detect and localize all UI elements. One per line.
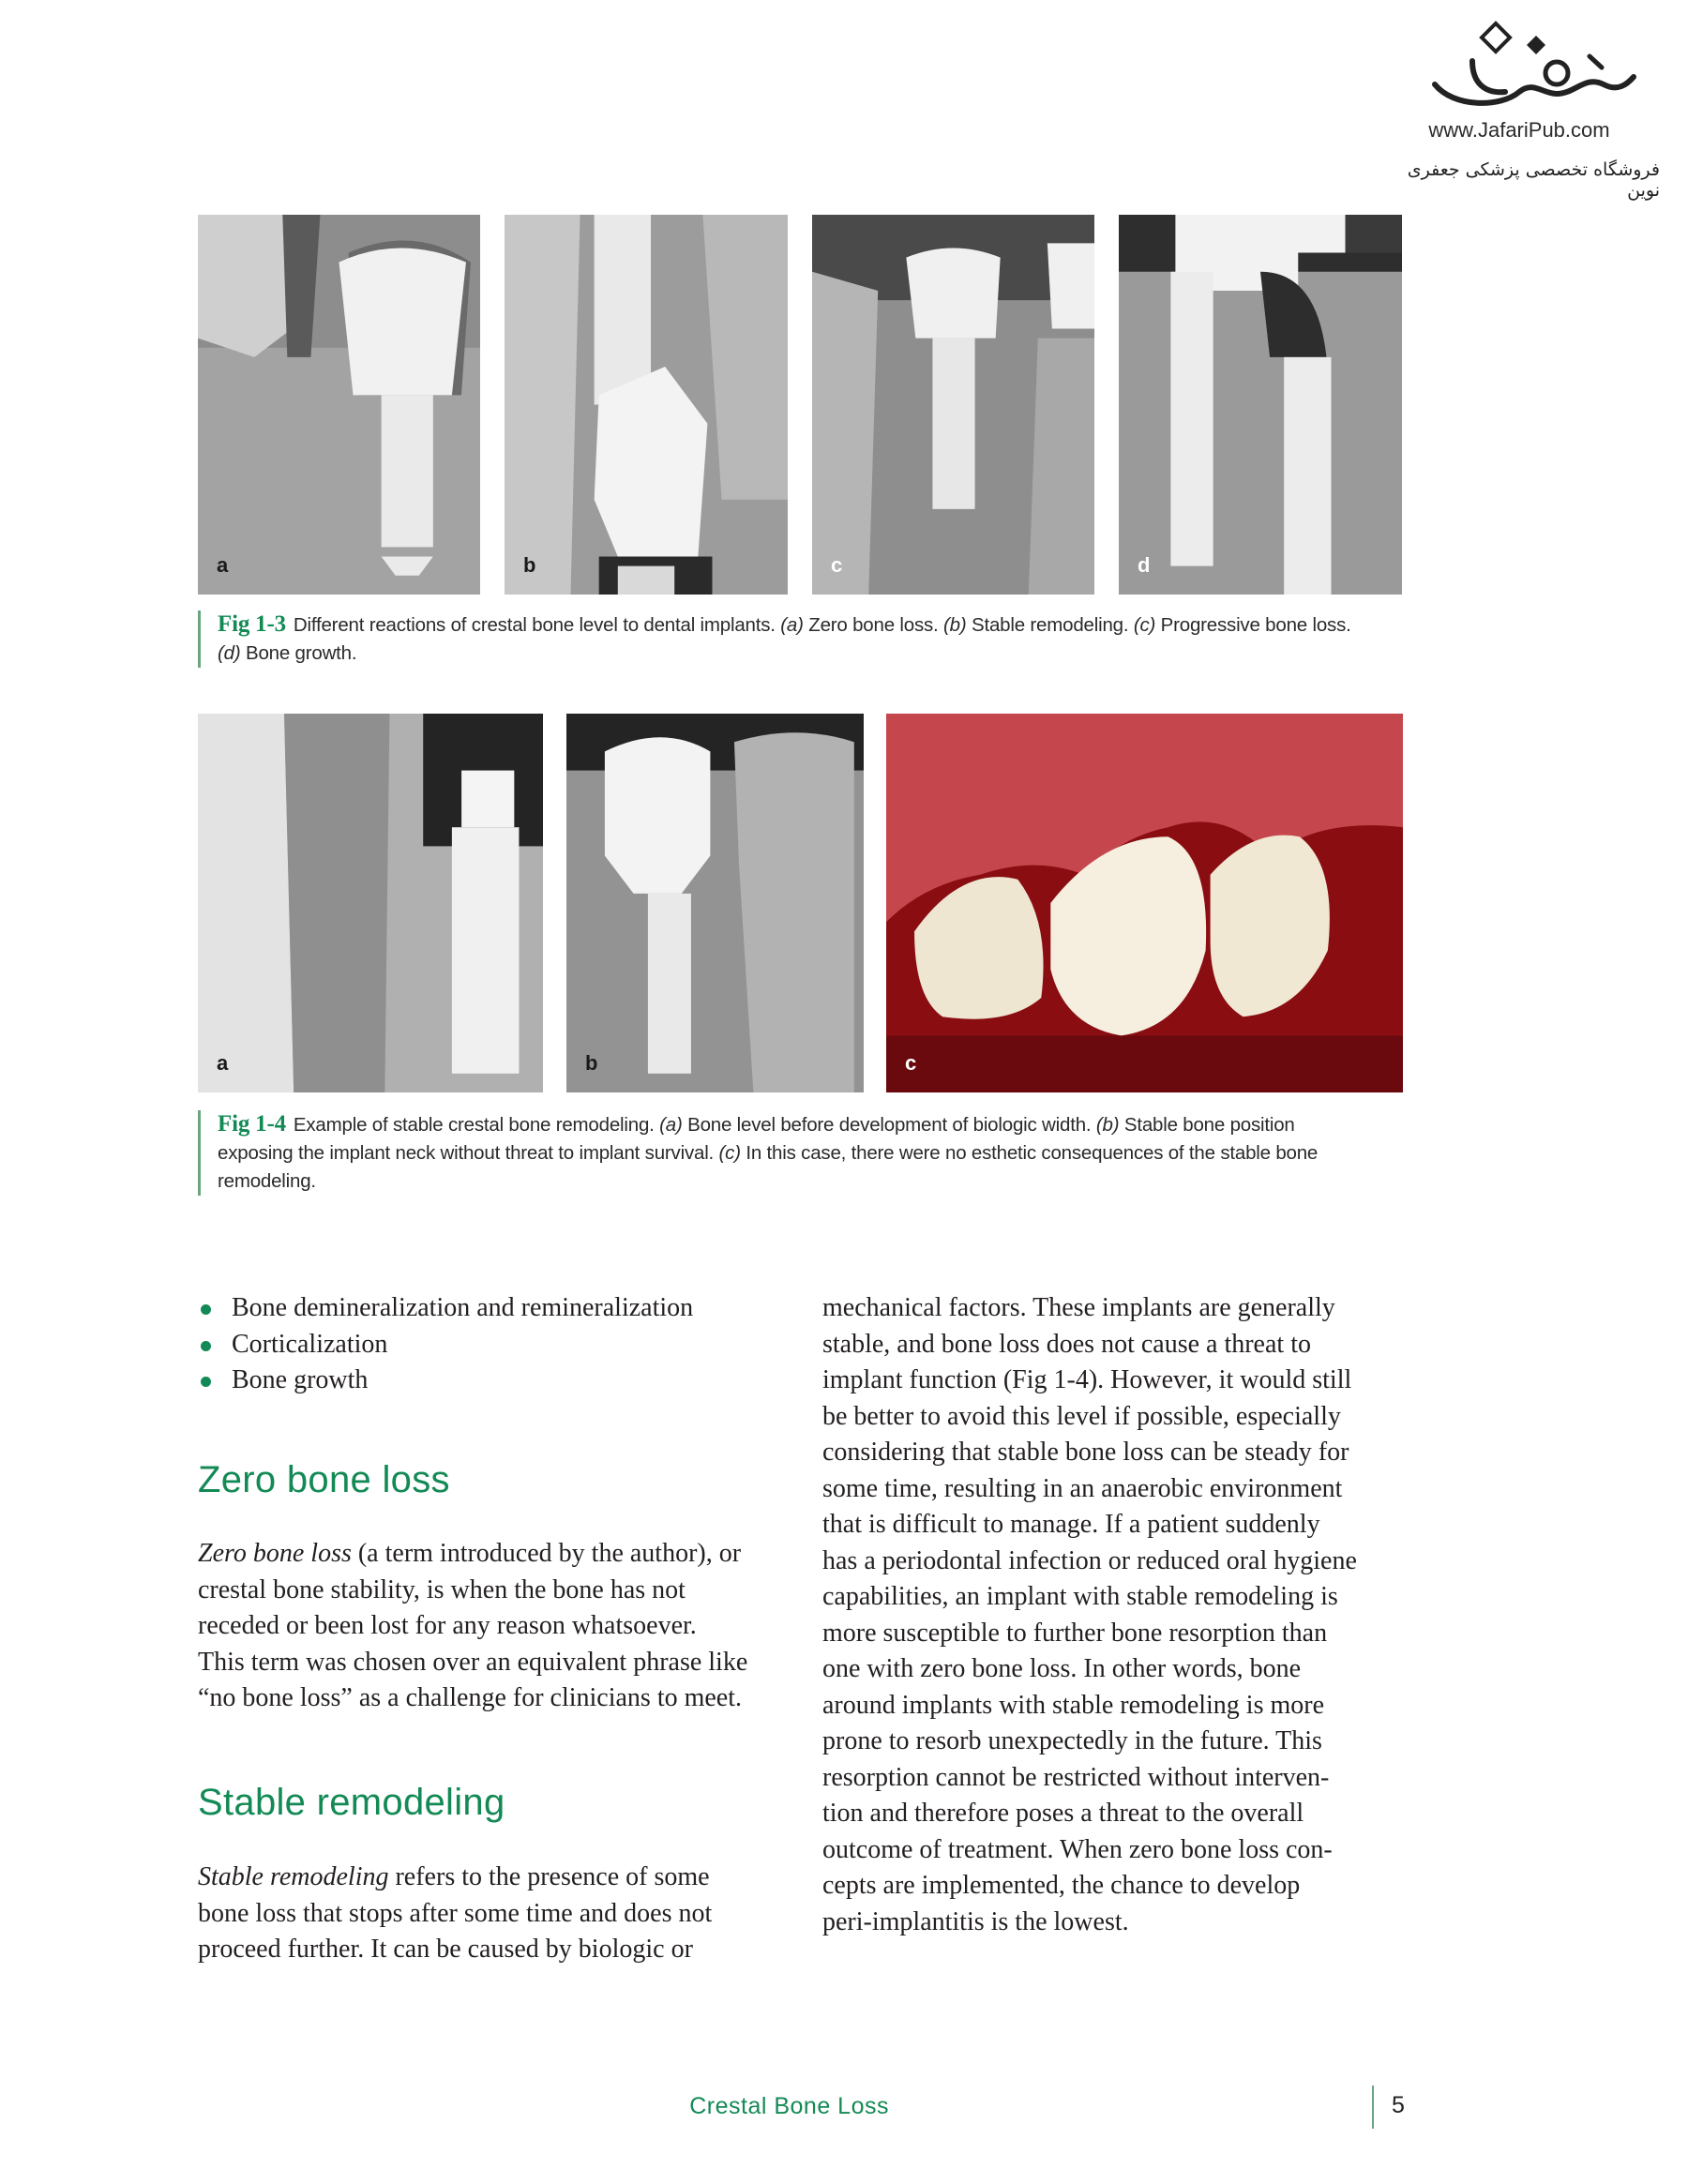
radiograph-image-icon — [1119, 215, 1402, 595]
panel-label: a — [217, 553, 229, 577]
right-column-paragraph: mechanical factors. These implants are generally stable, and bone loss does not cause a threat to implant function (Fig 1-4). However, it would still be better to avoid this level if possible, especially considering that stable bone loss can be steady for some time, resulting in an anaerobic environment that is difficult to manage. If a patient suddenly has a periodontal infection or reduced oral hygiene capabilities, an implant with stable remodeling is more susceptible to further bone resorption than one with zero bone loss. In other words, bone around implants with stable remodeling is more prone to resorb unexpectedly in the future. This resorption cannot be restricted without interven- tion and therefore poses a threat to the overall outcome of treatment. When zero bone loss con- cepts are implemented, the chance to develop peri-implantitis is the lowest. — [822, 1293, 1357, 1936]
publisher-logo[interactable] — [1379, 19, 1660, 201]
radiograph-image-icon — [812, 215, 1094, 595]
clinical-photo-image-icon — [886, 714, 1403, 1092]
bullet-list — [198, 1290, 779, 1399]
fig13-panel-c-radiograph — [812, 215, 1094, 595]
panel-label: a — [217, 1051, 229, 1075]
radiograph-image-icon — [566, 714, 864, 1092]
stable-remodeling-paragraph: Stable remodeling refers to the presence of some bone loss that stops after some time and does not proceed further. It can be caused by biologic or — [198, 1862, 713, 1964]
bullet-icon — [201, 1377, 211, 1387]
panel-label: d — [1138, 553, 1151, 577]
fig13-panel-a-radiograph — [198, 215, 480, 595]
bullet-icon — [201, 1341, 211, 1351]
figure-number: Fig 1-3 — [218, 611, 286, 637]
page-number: 5 — [1392, 2092, 1405, 2118]
fig14-panel-a-radiograph — [198, 714, 543, 1092]
fig13-panel-b-radiograph — [505, 215, 788, 595]
fig14-panel-c-clinical-photo — [886, 714, 1403, 1092]
fig13-panel-d-radiograph — [1119, 215, 1402, 595]
list-item: Bone growth — [198, 1363, 779, 1399]
calligraphy-logo-icon — [1416, 19, 1641, 122]
section-heading-zero-bone-loss: Zero bone loss — [198, 1459, 450, 1500]
bullet-list-block — [198, 1290, 779, 1399]
logo-url[interactable]: www.JafariPub.com — [1428, 118, 1610, 142]
radiograph-image-icon — [198, 215, 480, 595]
fig14-caption: Fig 1-4 Example of stable crestal bone remodeling. (a) Bone level before development of biologic width. (b) Stable bone position exposing the implant neck without threat to implant survival. (c) In this case, there were no esthetic consequences of the stable bone remodeling. — [198, 1110, 1427, 1196]
logo-tagline: فروشگاه تخصصی پزشکی جعفری نوین — [1407, 159, 1660, 201]
defined-term: Stable remodeling — [198, 1862, 389, 1891]
defined-term: Zero bone loss — [198, 1539, 352, 1568]
list-item: Bone demineralization and remineralization — [198, 1290, 779, 1327]
radiograph-image-icon — [198, 714, 543, 1092]
panel-label: c — [905, 1051, 917, 1075]
radiograph-image-icon — [505, 215, 788, 595]
panel-label: b — [523, 553, 536, 577]
panel-label: b — [585, 1051, 598, 1075]
zero-bone-loss-paragraph: Zero bone loss (a term introduced by the author), or crestal bone stability, is when the bone has not receded or been lost for any reason whatsoever. This term was chosen over an equivalent phrase like “no bone loss” as a challenge for clinicians to meet. — [198, 1539, 748, 1712]
fig13-caption: Fig 1-3 Different reactions of crestal bone level to dental implants. (a) Zero bone loss. (b) Stable remodeling. (c) Progressive bone loss. (d) Bone growth. — [198, 610, 1427, 668]
bullet-icon — [201, 1304, 211, 1315]
footer-divider — [1372, 2086, 1374, 2129]
fig14-panel-b-radiograph — [566, 714, 864, 1092]
section-heading-stable-remodeling: Stable remodeling — [198, 1782, 505, 1823]
panel-label: c — [831, 553, 843, 577]
figure-number: Fig 1-4 — [218, 1111, 286, 1137]
running-footer-title: Crestal Bone Loss — [689, 2093, 889, 2119]
list-item: Corticalization — [198, 1327, 779, 1363]
